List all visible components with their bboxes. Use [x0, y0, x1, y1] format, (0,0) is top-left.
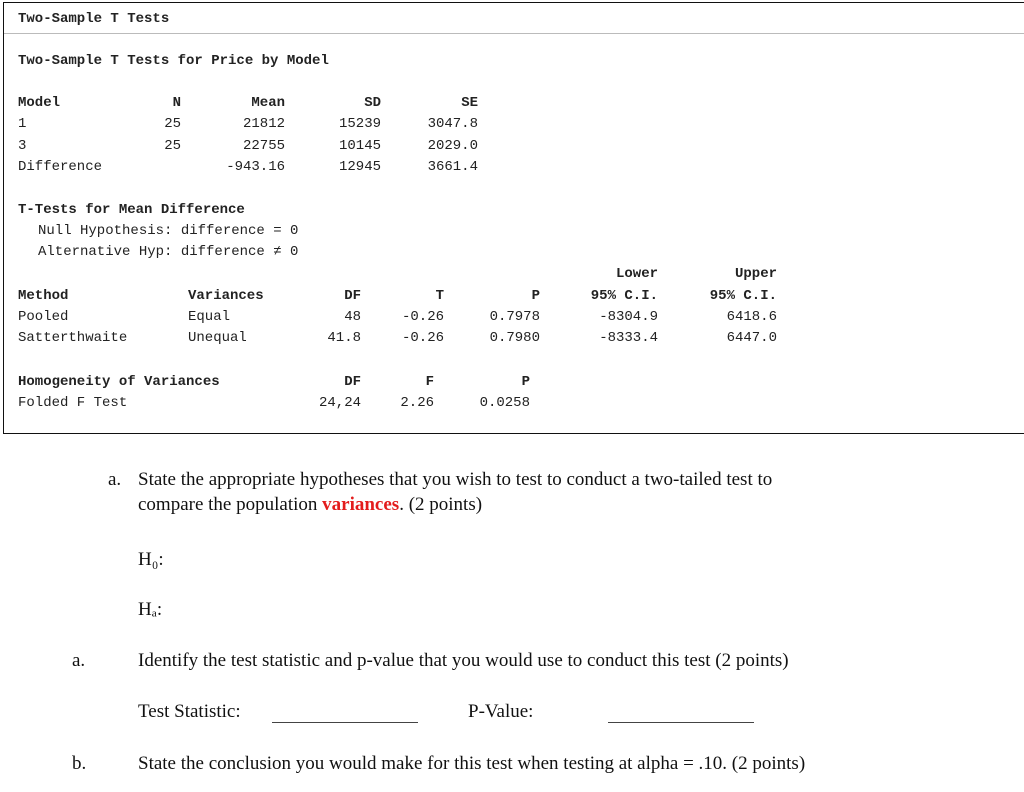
col-header-ci-lower: 95% C.I. [590, 288, 658, 304]
col-header-variances: Variances [188, 288, 264, 304]
alternative-hypothesis: Alternative Hyp: difference ≠ 0 [38, 244, 299, 260]
table-row: Pooled [18, 309, 69, 325]
col-header-n: N [172, 95, 181, 111]
cell-se: 3661.4 [427, 159, 478, 175]
cell-df: 48 [344, 309, 361, 325]
ci-upper-header: Upper [734, 266, 777, 282]
col-header-mean: Mean [251, 95, 285, 111]
cell-mean: -943.16 [226, 159, 285, 175]
table-row: 3 [18, 138, 27, 154]
col-header-method: Method [18, 288, 69, 304]
table-row: Difference [18, 159, 103, 175]
output-header: Two-Sample T Tests [18, 11, 170, 27]
sas-output-panel [3, 2, 1024, 434]
cell-se: 2029.0 [427, 138, 478, 154]
cell-variances: Equal [188, 309, 231, 325]
cell-sd: 10145 [338, 138, 381, 154]
cell-t: -0.26 [401, 330, 444, 346]
cell-ci-upper: 6447.0 [726, 330, 777, 346]
ttest-title: T-Tests for Mean Difference [18, 202, 245, 218]
cell-p: 0.0258 [479, 395, 530, 411]
question-label: a. [72, 650, 86, 671]
col-header-ci-upper: 95% C.I. [709, 288, 777, 304]
cell-p: 0.7980 [489, 330, 540, 346]
col-header-se: SE [461, 95, 478, 111]
col-header-sd: SD [364, 95, 381, 111]
pvalue-blank[interactable] [608, 704, 754, 723]
cell-mean: 22755 [242, 138, 285, 154]
question-label: b. [72, 753, 87, 774]
pvalue-label: P-Value: [468, 701, 534, 722]
cell-se: 3047.8 [427, 116, 478, 132]
table-row: 1 [18, 116, 27, 132]
null-hypothesis: Null Hypothesis: difference = 0 [38, 223, 299, 239]
test-statistic-blank[interactable] [272, 704, 418, 723]
cell-f: 2.26 [400, 395, 434, 411]
cell-variances: Unequal [188, 330, 247, 346]
question-text-line2 [138, 493, 482, 517]
cell-n: 25 [164, 116, 181, 132]
cell-mean: 21812 [242, 116, 285, 132]
header-divider [4, 33, 1024, 34]
cell-ci-upper: 6418.6 [726, 309, 777, 325]
emphasis-variances: variances [322, 494, 400, 515]
col-header-df: DF [344, 374, 361, 390]
homogeneity-title: Homogeneity of Variances [18, 374, 220, 390]
cell-ci-lower: -8304.9 [599, 309, 658, 325]
question-text-line1: State the appropriate hypotheses that you wish to test to conduct a two-tailed test to [138, 469, 773, 490]
question-text-segment: . (2 points) [399, 494, 483, 515]
question-text-segment: compare the population [138, 494, 323, 515]
question-text: Identify the test statistic and p-value that you would use to conduct this test (2 points) [138, 650, 789, 671]
cell-p: 0.7978 [489, 309, 540, 325]
cell-t: -0.26 [401, 309, 444, 325]
col-header-t: T [435, 288, 444, 304]
alternative-hypothesis-prompt[interactable]: Hₐ: [138, 599, 163, 620]
null-hypothesis-prompt[interactable]: H₀: [138, 549, 164, 570]
col-header-df: DF [344, 288, 361, 304]
cell-n: 25 [164, 138, 181, 154]
question-label: a. [108, 469, 122, 490]
cell-sd: 12945 [338, 159, 381, 175]
test-statistic-label: Test Statistic: [138, 701, 241, 722]
table-row: Folded F Test [18, 395, 128, 411]
question-text: State the conclusion you would make for this test when testing at alpha = .10. (2 points) [138, 753, 806, 774]
cell-df: 41.8 [327, 330, 361, 346]
col-header-model: Model [18, 95, 61, 111]
col-header-p: P [531, 288, 540, 304]
table-row: Satterthwaite [18, 330, 128, 346]
col-header-p: P [521, 374, 530, 390]
cell-sd: 15239 [338, 116, 381, 132]
output-subtitle: Two-Sample T Tests for Price by Model [18, 53, 329, 69]
col-header-f: F [425, 374, 434, 390]
cell-df: 24,24 [318, 395, 361, 411]
ci-lower-header: Lower [615, 266, 658, 282]
cell-ci-lower: -8333.4 [599, 330, 658, 346]
